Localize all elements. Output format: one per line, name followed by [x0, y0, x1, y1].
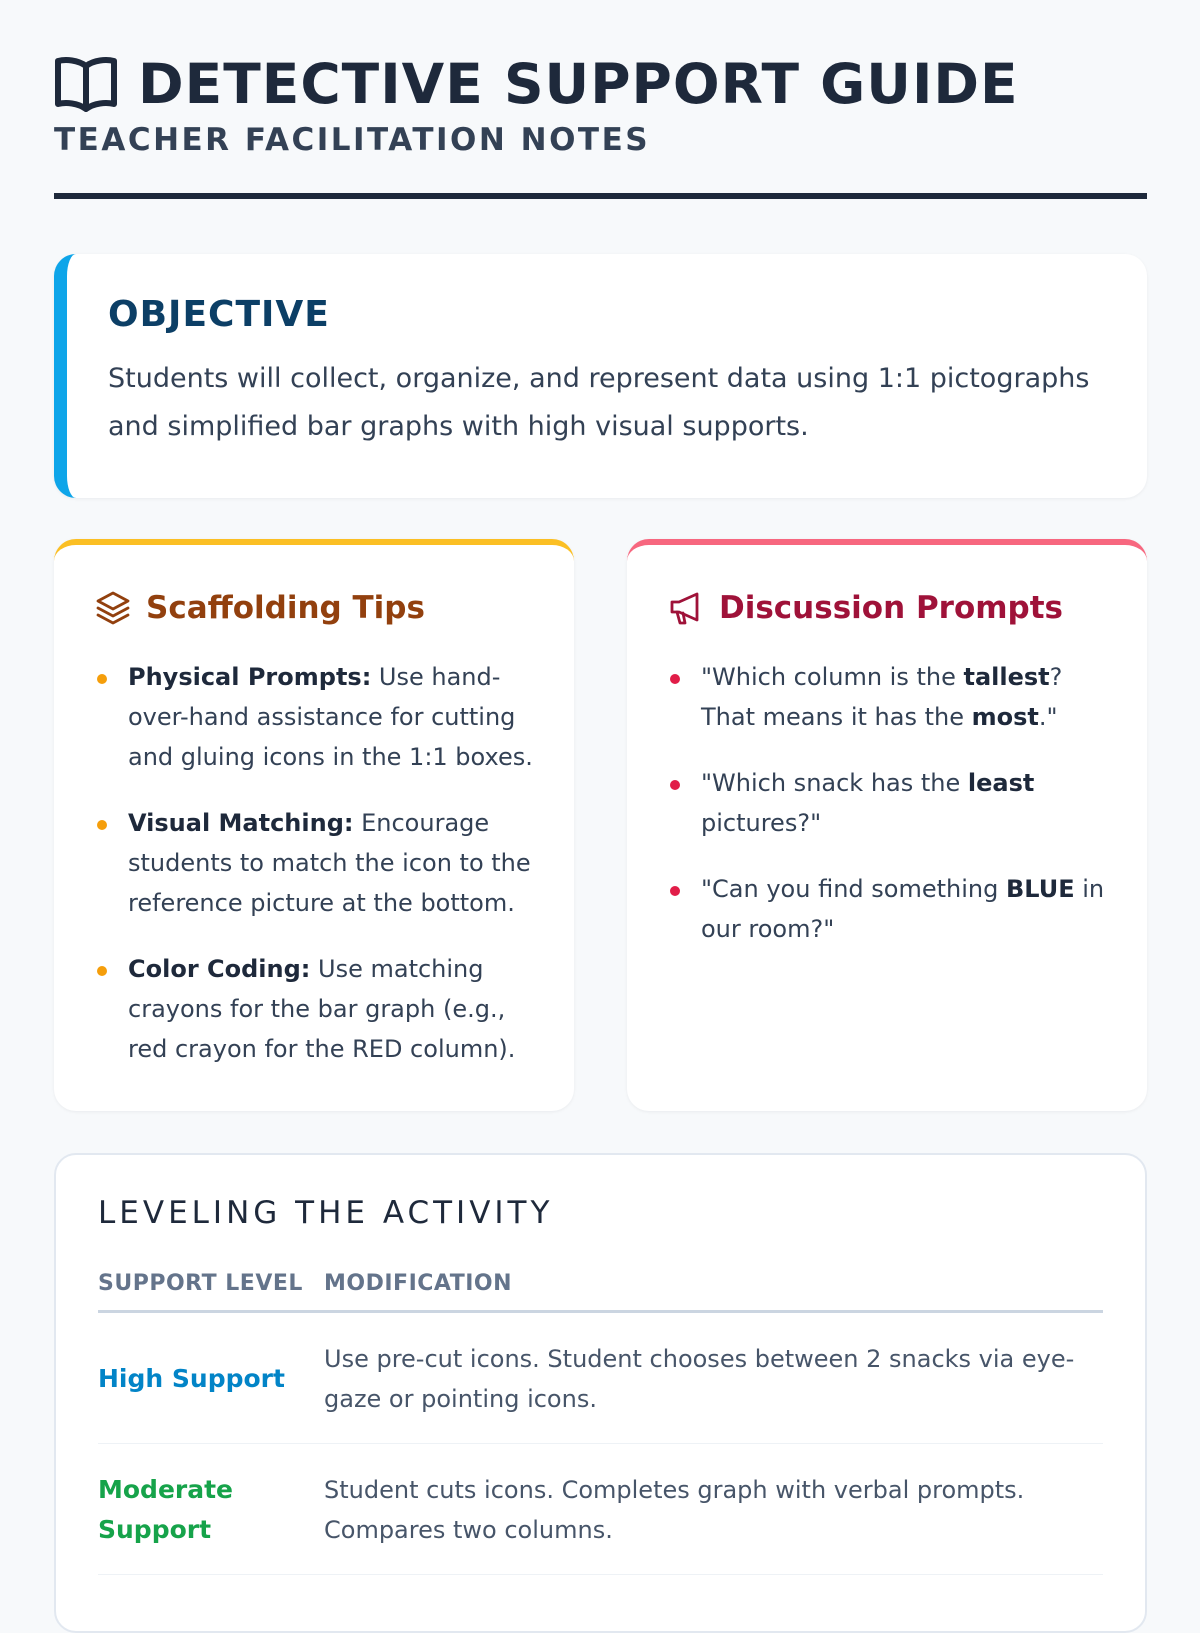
- scaffolding-tips-header: [94, 589, 544, 627]
- page-header: [54, 52, 1147, 158]
- megaphone-icon: [667, 589, 705, 627]
- prompt-text: ? That means it has the: [701, 663, 1063, 731]
- title-row: [54, 52, 1147, 116]
- scaffolding-tips-card: [54, 539, 574, 1111]
- tip-label: Physical Prompts:: [128, 663, 372, 691]
- list-item: [667, 763, 1117, 843]
- discussion-prompts-heading: Discussion Prompts: [719, 590, 1064, 626]
- modification-cell: Student cuts icons. Completes graph with verbal prompts. Compares two columns.: [324, 1476, 1025, 1544]
- objective-heading: OBJECTIVE: [108, 294, 330, 335]
- prompt-text: in our room?": [701, 875, 1105, 943]
- leveling-activity-card: [54, 1153, 1147, 1633]
- prompt-text: .": [1038, 703, 1058, 731]
- scaffolding-tips-list: [94, 657, 544, 1069]
- list-item: [94, 949, 544, 1069]
- leveling-heading: LEVELING THE ACTIVITY: [98, 1195, 554, 1231]
- modification-cell: Use pre-cut icons. Student chooses between 2 snacks via eye-gaze or pointing icons.: [324, 1345, 1075, 1413]
- support-level-cell: Moderate Support: [98, 1475, 234, 1544]
- table-row: [98, 1444, 1103, 1575]
- prompt-text: "Which column is the: [701, 663, 964, 691]
- prompt-emphasis: most: [971, 703, 1039, 731]
- prompt-text: pictures?": [701, 809, 822, 837]
- support-level-cell: High Support: [98, 1364, 285, 1393]
- page-title: DETECTIVE SUPPORT GUIDE: [138, 52, 1019, 116]
- tip-text: Use matching crayons for the bar graph (e.g., red crayon for the RED column).: [128, 955, 516, 1063]
- book-open-icon: [54, 54, 118, 114]
- prompt-emphasis: tallest: [963, 663, 1050, 691]
- header-divider: [54, 193, 1147, 199]
- discussion-prompts-card: [627, 539, 1147, 1111]
- tip-label: Color Coding:: [128, 955, 311, 983]
- prompt-text: "Can you find something: [701, 875, 1006, 903]
- page-subtitle: TEACHER FACILITATION NOTES: [54, 122, 651, 158]
- tip-label: Visual Matching:: [128, 809, 354, 837]
- list-item: [667, 657, 1117, 737]
- list-item: [94, 803, 544, 923]
- prompt-text: "Which snack has the: [701, 769, 968, 797]
- leveling-table-header: [98, 1271, 1103, 1313]
- objective-text: Students will collect, organize, and represent data using 1:1 pictographs and simplified bar graphs with high visual supports.: [108, 363, 1090, 442]
- layers-icon: [94, 589, 132, 627]
- column-header-modification: MODIFICATION: [324, 1271, 513, 1296]
- prompt-emphasis: least: [967, 769, 1035, 797]
- objective-card: [54, 254, 1147, 498]
- discussion-prompts-list: [667, 657, 1117, 949]
- column-header-support-level: SUPPORT LEVEL: [98, 1271, 303, 1296]
- scaffolding-tips-heading: Scaffolding Tips: [146, 590, 425, 626]
- list-item: [94, 657, 544, 777]
- tip-text: Encourage students to match the icon to the reference picture at the bottom.: [128, 809, 531, 917]
- list-item: [667, 869, 1117, 949]
- tip-text: Use hand-over-hand assistance for cutting and gluing icons in the 1:1 boxes.: [128, 663, 533, 771]
- discussion-prompts-header: [667, 589, 1117, 627]
- prompt-emphasis: BLUE: [1005, 875, 1075, 903]
- table-row: [98, 1313, 1103, 1444]
